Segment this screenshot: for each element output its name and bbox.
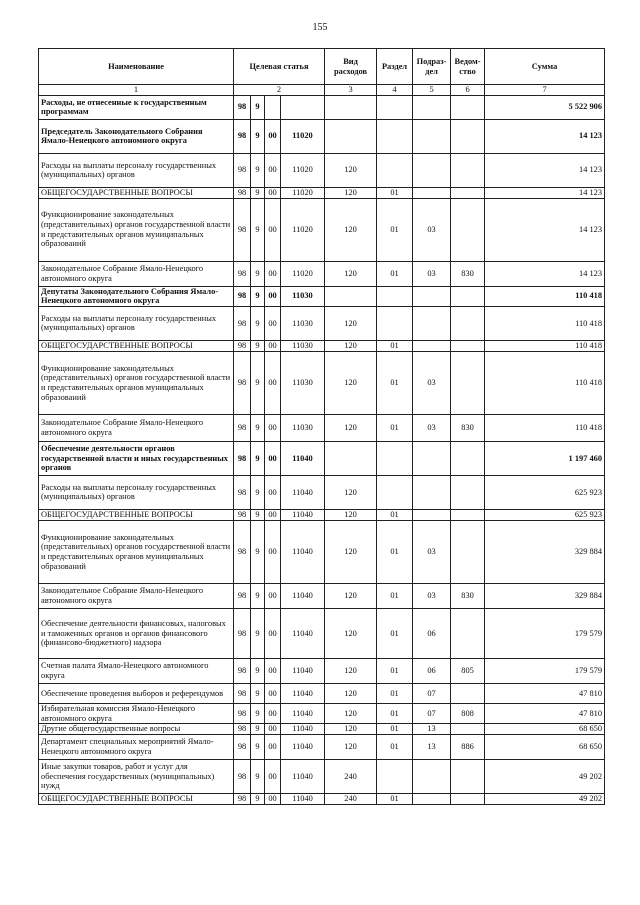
subprogram-code: 9 <box>251 187 265 198</box>
direction-code: 00 <box>265 153 281 187</box>
row-name: Расходы, не отнесенные к государственным программам <box>39 95 234 119</box>
subsection-code <box>413 187 451 198</box>
row-name: Функционирование законодательных (представительных) органов государственной власти и представительных органов муниципальных образований <box>39 351 234 414</box>
row-sum: 5 522 906 <box>485 95 605 119</box>
row-name: Функционирование законодательных (представительных) органов государственной власти и представительных органов муниципальных образований <box>39 520 234 583</box>
section-code: 01 <box>377 683 413 703</box>
subprogram-code: 9 <box>251 724 265 735</box>
subsection-code: 06 <box>413 608 451 658</box>
direction-code: 00 <box>265 734 281 759</box>
expense-type: 120 <box>325 683 377 703</box>
program-code: 98 <box>234 509 251 520</box>
expense-code: 11040 <box>281 441 325 475</box>
dept-code <box>451 475 485 509</box>
expense-type: 120 <box>325 475 377 509</box>
dept-code <box>451 351 485 414</box>
expense-type: 120 <box>325 724 377 735</box>
col-num: 4 <box>377 85 413 96</box>
program-code: 98 <box>234 734 251 759</box>
dept-code: 830 <box>451 261 485 286</box>
table-row <box>39 583 605 608</box>
subsection-code <box>413 759 451 793</box>
direction-code: 00 <box>265 351 281 414</box>
expense-code: 11020 <box>281 198 325 261</box>
row-sum: 14 123 <box>485 119 605 153</box>
row-name: Счетная палата Ямало-Ненецкого автономного округа <box>39 658 234 683</box>
direction-code: 00 <box>265 703 281 723</box>
subprogram-code: 9 <box>251 286 265 306</box>
table-row <box>39 95 605 119</box>
direction-code: 00 <box>265 198 281 261</box>
subsection-code: 03 <box>413 198 451 261</box>
section-code: 01 <box>377 187 413 198</box>
expense-code: 11030 <box>281 351 325 414</box>
expense-code: 11040 <box>281 475 325 509</box>
section-code: 01 <box>377 351 413 414</box>
subsection-code <box>413 95 451 119</box>
subprogram-code: 9 <box>251 475 265 509</box>
table-row <box>39 414 605 441</box>
direction-code: 00 <box>265 441 281 475</box>
direction-code: 00 <box>265 340 281 351</box>
program-code: 98 <box>234 414 251 441</box>
dept-code: 830 <box>451 414 485 441</box>
expense-code: 11020 <box>281 153 325 187</box>
dept-code <box>451 509 485 520</box>
expense-type: 120 <box>325 608 377 658</box>
col-num: 5 <box>413 85 451 96</box>
subprogram-code: 9 <box>251 95 265 119</box>
expense-code: 11040 <box>281 703 325 723</box>
section-code: 01 <box>377 703 413 723</box>
expense-code: 11030 <box>281 306 325 340</box>
table-row <box>39 261 605 286</box>
dept-code: 808 <box>451 703 485 723</box>
table-row <box>39 153 605 187</box>
expense-type: 120 <box>325 658 377 683</box>
section-code: 01 <box>377 734 413 759</box>
section-code <box>377 95 413 119</box>
dept-code <box>451 198 485 261</box>
table-row <box>39 608 605 658</box>
subsection-code: 13 <box>413 734 451 759</box>
program-code: 98 <box>234 351 251 414</box>
subsection-code: 03 <box>413 520 451 583</box>
section-code: 01 <box>377 261 413 286</box>
program-code: 98 <box>234 724 251 735</box>
dept-code <box>451 683 485 703</box>
expense-code: 11040 <box>281 658 325 683</box>
direction-code: 00 <box>265 759 281 793</box>
expense-type <box>325 119 377 153</box>
program-code: 98 <box>234 658 251 683</box>
table-row <box>39 286 605 306</box>
section-code: 01 <box>377 724 413 735</box>
table-row <box>39 351 605 414</box>
program-code: 98 <box>234 520 251 583</box>
subprogram-code: 9 <box>251 520 265 583</box>
row-name: Обеспечение деятельности органов государственной власти и иных государственных органов <box>39 441 234 475</box>
subprogram-code: 9 <box>251 153 265 187</box>
dept-code <box>451 340 485 351</box>
table-row <box>39 520 605 583</box>
section-code <box>377 441 413 475</box>
expense-type: 120 <box>325 351 377 414</box>
direction-code: 00 <box>265 306 281 340</box>
expense-code: 11040 <box>281 734 325 759</box>
subsection-code <box>413 509 451 520</box>
column-number-row <box>39 85 605 96</box>
subprogram-code: 9 <box>251 198 265 261</box>
row-sum: 110 418 <box>485 286 605 306</box>
subprogram-code: 9 <box>251 340 265 351</box>
table-row <box>39 683 605 703</box>
section-code: 01 <box>377 414 413 441</box>
expense-type: 120 <box>325 153 377 187</box>
table-row <box>39 187 605 198</box>
expense-type: 240 <box>325 793 377 804</box>
row-sum: 49 202 <box>485 793 605 804</box>
direction-code: 00 <box>265 658 281 683</box>
expense-code: 11040 <box>281 793 325 804</box>
dept-code <box>451 95 485 119</box>
dept-code <box>451 608 485 658</box>
program-code: 98 <box>234 306 251 340</box>
subprogram-code: 9 <box>251 583 265 608</box>
col-num: 6 <box>451 85 485 96</box>
row-name: Иные закупки товаров, работ и услуг для обеспечения государственных (муниципальных) нужд <box>39 759 234 793</box>
subprogram-code: 9 <box>251 261 265 286</box>
subprogram-code: 9 <box>251 683 265 703</box>
direction-code: 00 <box>265 683 281 703</box>
section-code: 01 <box>377 520 413 583</box>
header-dept: Ведом-ство <box>451 49 485 85</box>
program-code: 98 <box>234 475 251 509</box>
subsection-code <box>413 153 451 187</box>
row-sum: 625 923 <box>485 475 605 509</box>
row-sum: 49 202 <box>485 759 605 793</box>
expense-type: 120 <box>325 340 377 351</box>
subprogram-code: 9 <box>251 658 265 683</box>
direction-code: 00 <box>265 261 281 286</box>
table-row <box>39 198 605 261</box>
header-section: Раздел <box>377 49 413 85</box>
section-code: 01 <box>377 198 413 261</box>
header-subsection: Подраз-дел <box>413 49 451 85</box>
expense-code: 11040 <box>281 724 325 735</box>
subsection-code: 07 <box>413 683 451 703</box>
table-row <box>39 658 605 683</box>
row-name: Обеспечение деятельности финансовых, налоговых и таможенных органов и органов финансового (финансово-бюджетного) надзора <box>39 608 234 658</box>
program-code: 98 <box>234 198 251 261</box>
expense-code: 11040 <box>281 509 325 520</box>
row-sum: 110 418 <box>485 351 605 414</box>
expense-code: 11030 <box>281 414 325 441</box>
row-name: ОБЩЕГОСУДАРСТВЕННЫЕ ВОПРОСЫ <box>39 187 234 198</box>
table-row <box>39 475 605 509</box>
subsection-code: 03 <box>413 414 451 441</box>
program-code: 98 <box>234 683 251 703</box>
row-name: Законодательное Собрание Ямало-Ненецкого автономного округа <box>39 414 234 441</box>
budget-table <box>38 48 605 805</box>
table-row <box>39 724 605 735</box>
col-num: 1 <box>39 85 234 96</box>
row-sum: 14 123 <box>485 153 605 187</box>
col-num: 7 <box>485 85 605 96</box>
expense-type: 120 <box>325 414 377 441</box>
row-sum: 179 579 <box>485 658 605 683</box>
table-row <box>39 441 605 475</box>
subsection-code: 13 <box>413 724 451 735</box>
row-name: Расходы на выплаты персоналу государственных (муниципальных) органов <box>39 306 234 340</box>
row-name: Другие общегосударственные вопросы <box>39 724 234 735</box>
row-sum: 179 579 <box>485 608 605 658</box>
row-name: Функционирование законодательных (представительных) органов государственной власти и представительных органов муниципальных образований <box>39 198 234 261</box>
row-sum: 47 810 <box>485 703 605 723</box>
expense-type: 240 <box>325 759 377 793</box>
subprogram-code: 9 <box>251 793 265 804</box>
row-name: Расходы на выплаты персоналу государственных (муниципальных) органов <box>39 475 234 509</box>
col-num: 3 <box>325 85 377 96</box>
expense-code: 11020 <box>281 187 325 198</box>
program-code: 98 <box>234 286 251 306</box>
direction-code: 00 <box>265 520 281 583</box>
direction-code <box>265 95 281 119</box>
expense-type: 120 <box>325 509 377 520</box>
direction-code: 00 <box>265 583 281 608</box>
table-row <box>39 734 605 759</box>
row-name: Председатель Законодательного Собрания Ямало-Ненецкого автономного округа <box>39 119 234 153</box>
header-row <box>39 49 605 85</box>
row-name: Департамент специальных мероприятий Ямало-Ненецкого автономного округа <box>39 734 234 759</box>
expense-code: 11030 <box>281 286 325 306</box>
row-sum: 329 884 <box>485 520 605 583</box>
expense-type <box>325 95 377 119</box>
dept-code: 805 <box>451 658 485 683</box>
section-code <box>377 306 413 340</box>
expense-code: 11030 <box>281 340 325 351</box>
dept-code <box>451 119 485 153</box>
direction-code: 00 <box>265 475 281 509</box>
program-code: 98 <box>234 583 251 608</box>
section-code: 01 <box>377 509 413 520</box>
row-name: Законодательное Собрание Ямало-Ненецкого автономного округа <box>39 583 234 608</box>
col-num: 2 <box>234 85 325 96</box>
section-code <box>377 119 413 153</box>
program-code: 98 <box>234 153 251 187</box>
subprogram-code: 9 <box>251 509 265 520</box>
direction-code: 00 <box>265 724 281 735</box>
subsection-code <box>413 475 451 509</box>
expense-code: 11040 <box>281 759 325 793</box>
row-sum: 110 418 <box>485 414 605 441</box>
section-code <box>377 153 413 187</box>
program-code: 98 <box>234 261 251 286</box>
direction-code: 00 <box>265 286 281 306</box>
row-name: Депутаты Законодательного Собрания Ямало-Ненецкого автономного округа <box>39 286 234 306</box>
dept-code <box>451 286 485 306</box>
dept-code <box>451 520 485 583</box>
row-sum: 47 810 <box>485 683 605 703</box>
subprogram-code: 9 <box>251 608 265 658</box>
section-code: 01 <box>377 340 413 351</box>
program-code: 98 <box>234 441 251 475</box>
row-sum: 110 418 <box>485 306 605 340</box>
dept-code <box>451 306 485 340</box>
direction-code: 00 <box>265 119 281 153</box>
expense-type: 120 <box>325 261 377 286</box>
subsection-code <box>413 441 451 475</box>
row-sum: 68 650 <box>485 734 605 759</box>
expense-code: 11020 <box>281 261 325 286</box>
subprogram-code: 9 <box>251 414 265 441</box>
dept-code: 886 <box>451 734 485 759</box>
header-sum: Сумма <box>485 49 605 85</box>
expense-type <box>325 286 377 306</box>
program-code: 98 <box>234 793 251 804</box>
section-code <box>377 759 413 793</box>
program-code: 98 <box>234 703 251 723</box>
dept-code <box>451 759 485 793</box>
expense-code: 11040 <box>281 520 325 583</box>
expense-type: 120 <box>325 187 377 198</box>
expense-code: 11040 <box>281 608 325 658</box>
subprogram-code: 9 <box>251 441 265 475</box>
row-name: Расходы на выплаты персоналу государственных (муниципальных) органов <box>39 153 234 187</box>
dept-code: 830 <box>451 583 485 608</box>
row-name: Избирательная комиссия Ямало-Ненецкого автономного округа <box>39 703 234 723</box>
expense-type: 120 <box>325 583 377 608</box>
subprogram-code: 9 <box>251 759 265 793</box>
section-code <box>377 286 413 306</box>
dept-code <box>451 793 485 804</box>
header-target: Целевая статья <box>234 49 325 85</box>
table-row <box>39 340 605 351</box>
row-sum: 14 123 <box>485 261 605 286</box>
row-sum: 110 418 <box>485 340 605 351</box>
expense-code: 11040 <box>281 583 325 608</box>
subprogram-code: 9 <box>251 306 265 340</box>
section-code <box>377 475 413 509</box>
section-code: 01 <box>377 658 413 683</box>
row-name: Обеспечение проведения выборов и референдумов <box>39 683 234 703</box>
section-code: 01 <box>377 583 413 608</box>
row-sum: 14 123 <box>485 187 605 198</box>
row-sum: 1 197 460 <box>485 441 605 475</box>
subsection-code: 03 <box>413 261 451 286</box>
expense-type: 120 <box>325 520 377 583</box>
header-name: Наименование <box>39 49 234 85</box>
program-code: 98 <box>234 119 251 153</box>
subprogram-code: 9 <box>251 734 265 759</box>
table-row <box>39 793 605 804</box>
row-sum: 625 923 <box>485 509 605 520</box>
subsection-code: 03 <box>413 583 451 608</box>
table-row <box>39 703 605 723</box>
dept-code <box>451 153 485 187</box>
subsection-code <box>413 340 451 351</box>
direction-code: 00 <box>265 187 281 198</box>
direction-code: 00 <box>265 793 281 804</box>
subsection-code: 03 <box>413 351 451 414</box>
expense-type: 120 <box>325 306 377 340</box>
program-code: 98 <box>234 95 251 119</box>
table-row <box>39 509 605 520</box>
table-row <box>39 119 605 153</box>
subsection-code: 07 <box>413 703 451 723</box>
row-name: ОБЩЕГОСУДАРСТВЕННЫЕ ВОПРОСЫ <box>39 793 234 804</box>
dept-code <box>451 724 485 735</box>
row-sum: 329 884 <box>485 583 605 608</box>
direction-code: 00 <box>265 608 281 658</box>
subprogram-code: 9 <box>251 119 265 153</box>
subsection-code: 06 <box>413 658 451 683</box>
program-code: 98 <box>234 759 251 793</box>
subsection-code <box>413 119 451 153</box>
expense-code: 11020 <box>281 119 325 153</box>
table-row <box>39 759 605 793</box>
dept-code <box>451 187 485 198</box>
program-code: 98 <box>234 340 251 351</box>
program-code: 98 <box>234 608 251 658</box>
expense-code <box>281 95 325 119</box>
row-sum: 68 650 <box>485 724 605 735</box>
expense-code: 11040 <box>281 683 325 703</box>
subsection-code <box>413 286 451 306</box>
direction-code: 00 <box>265 414 281 441</box>
table-row <box>39 306 605 340</box>
dept-code <box>451 441 485 475</box>
subprogram-code: 9 <box>251 703 265 723</box>
program-code: 98 <box>234 187 251 198</box>
row-name: Законодательное Собрание Ямало-Ненецкого автономного округа <box>39 261 234 286</box>
row-name: ОБЩЕГОСУДАРСТВЕННЫЕ ВОПРОСЫ <box>39 509 234 520</box>
expense-type: 120 <box>325 734 377 759</box>
subprogram-code: 9 <box>251 351 265 414</box>
header-exp-type: Вид расходов <box>325 49 377 85</box>
expense-type <box>325 441 377 475</box>
subsection-code <box>413 793 451 804</box>
section-code: 01 <box>377 608 413 658</box>
expense-type: 120 <box>325 703 377 723</box>
expense-type: 120 <box>325 198 377 261</box>
subsection-code <box>413 306 451 340</box>
page-number: 155 <box>312 22 328 33</box>
section-code: 01 <box>377 793 413 804</box>
row-name: ОБЩЕГОСУДАРСТВЕННЫЕ ВОПРОСЫ <box>39 340 234 351</box>
row-sum: 14 123 <box>485 198 605 261</box>
direction-code: 00 <box>265 509 281 520</box>
